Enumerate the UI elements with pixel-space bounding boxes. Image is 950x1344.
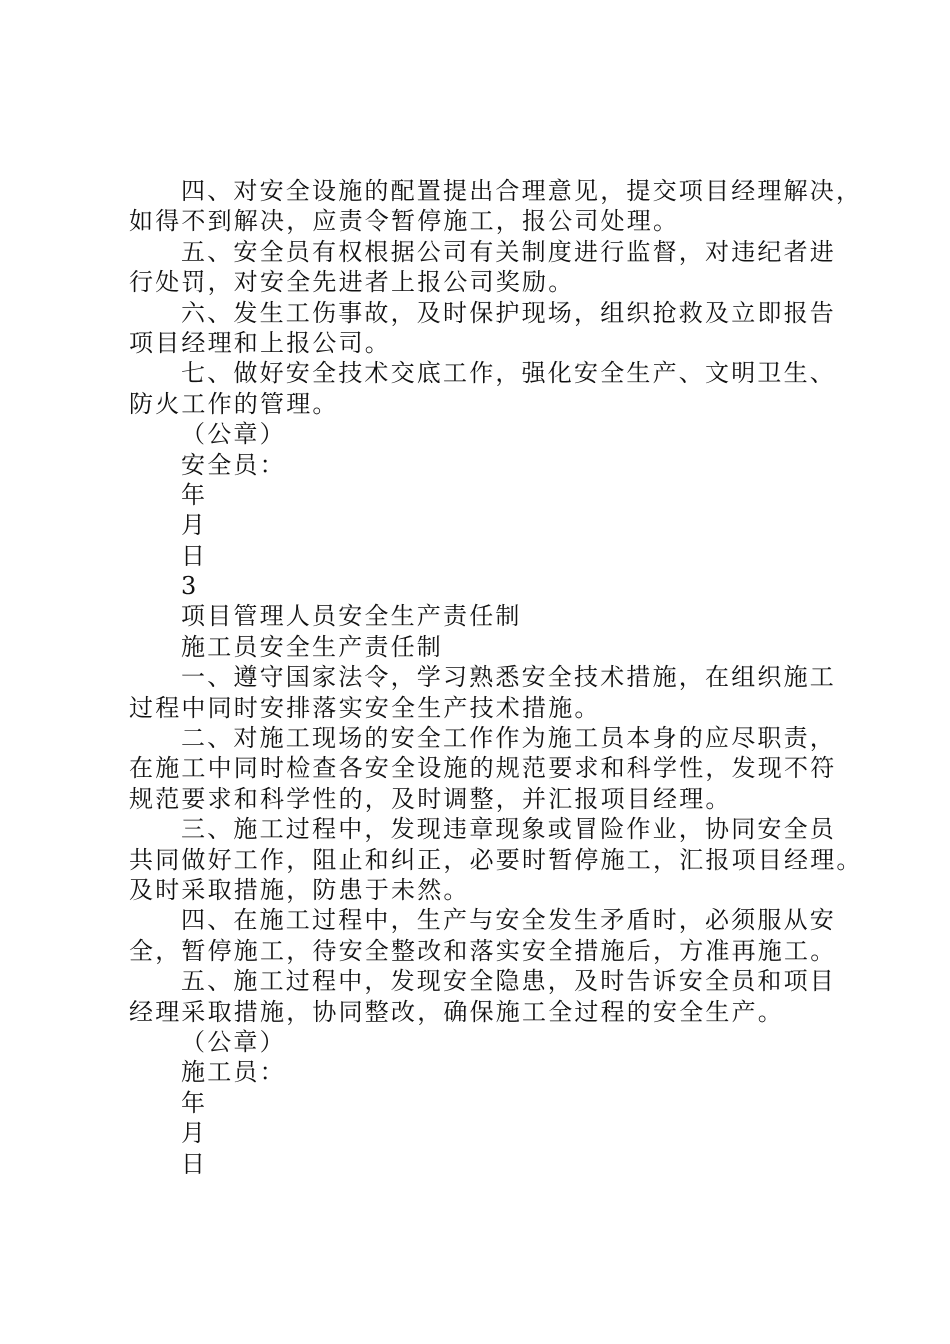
text-line: 全，暂停施工，待安全整改和落实安全措施后，方准再施工。 xyxy=(129,936,837,965)
text-line: 七、做好安全技术交底工作，强化安全生产、文明卫生、 xyxy=(181,359,836,388)
text-line: 防火工作的管理。 xyxy=(129,389,339,418)
text-line: 五、施工过程中，发现安全隐患，及时告诉安全员和项目 xyxy=(181,967,836,996)
text-line: 行处罚，对安全先进者上报公司奖励。 xyxy=(129,268,575,297)
document-body xyxy=(129,176,863,1179)
text-line: 二、对施工现场的安全工作作为施工员本身的应尽职责， xyxy=(181,724,836,753)
text-line: 如得不到解决，应责令暂停施工，报公司处理。 xyxy=(129,207,680,236)
text-line: 共同做好工作，阻止和纠正，必要时暂停施工，汇报项目经理。 xyxy=(129,845,863,874)
text-line: 3 xyxy=(181,572,199,601)
text-line: 三、施工过程中，发现违章现象或冒险作业，协同安全员 xyxy=(181,815,836,844)
text-line: 一、遵守国家法令，学习熟悉安全技术措施，在组织施工 xyxy=(181,663,836,692)
text-line: 规范要求和科学性的，及时调整，并汇报项目经理。 xyxy=(129,784,732,813)
text-line: 年 xyxy=(181,480,208,509)
text-line: 月 xyxy=(181,1119,208,1148)
text-line: 四、对安全设施的配置提出合理意见，提交项目经理解决， xyxy=(181,177,863,205)
text-line: 施工员安全生产责任制 xyxy=(181,632,443,661)
text-line: 四、在施工过程中，生产与安全发生矛盾时，必须服从安 xyxy=(181,906,836,935)
text-line: 日 xyxy=(181,541,208,570)
text-line: 日 xyxy=(181,1149,208,1178)
text-line: 安全员： xyxy=(181,450,286,479)
text-line: 项目管理人员安全生产责任制 xyxy=(181,602,522,631)
text-line: 及时采取措施，防患于未然。 xyxy=(129,875,470,904)
text-line: 月 xyxy=(181,511,208,540)
text-line: 五、安全员有权根据公司有关制度进行监督，对违纪者进 xyxy=(181,237,836,266)
text-line: 年 xyxy=(181,1088,208,1117)
text-line: 施工员： xyxy=(181,1058,286,1087)
text-line: 项目经理和上报公司。 xyxy=(129,328,391,357)
text-line: 经理采取措施，协同整改，确保施工全过程的安全生产。 xyxy=(129,997,784,1026)
text-line: 六、发生工伤事故，及时保护现场，组织抢救及立即报告 xyxy=(181,298,836,327)
text-line: （公章） xyxy=(181,420,286,449)
text-line: 过程中同时安排落实安全生产技术措施。 xyxy=(129,693,601,722)
text-line: （公章） xyxy=(181,1027,286,1056)
text-line: 在施工中同时检查各安全设施的规范要求和科学性，发现不符 xyxy=(129,754,837,783)
